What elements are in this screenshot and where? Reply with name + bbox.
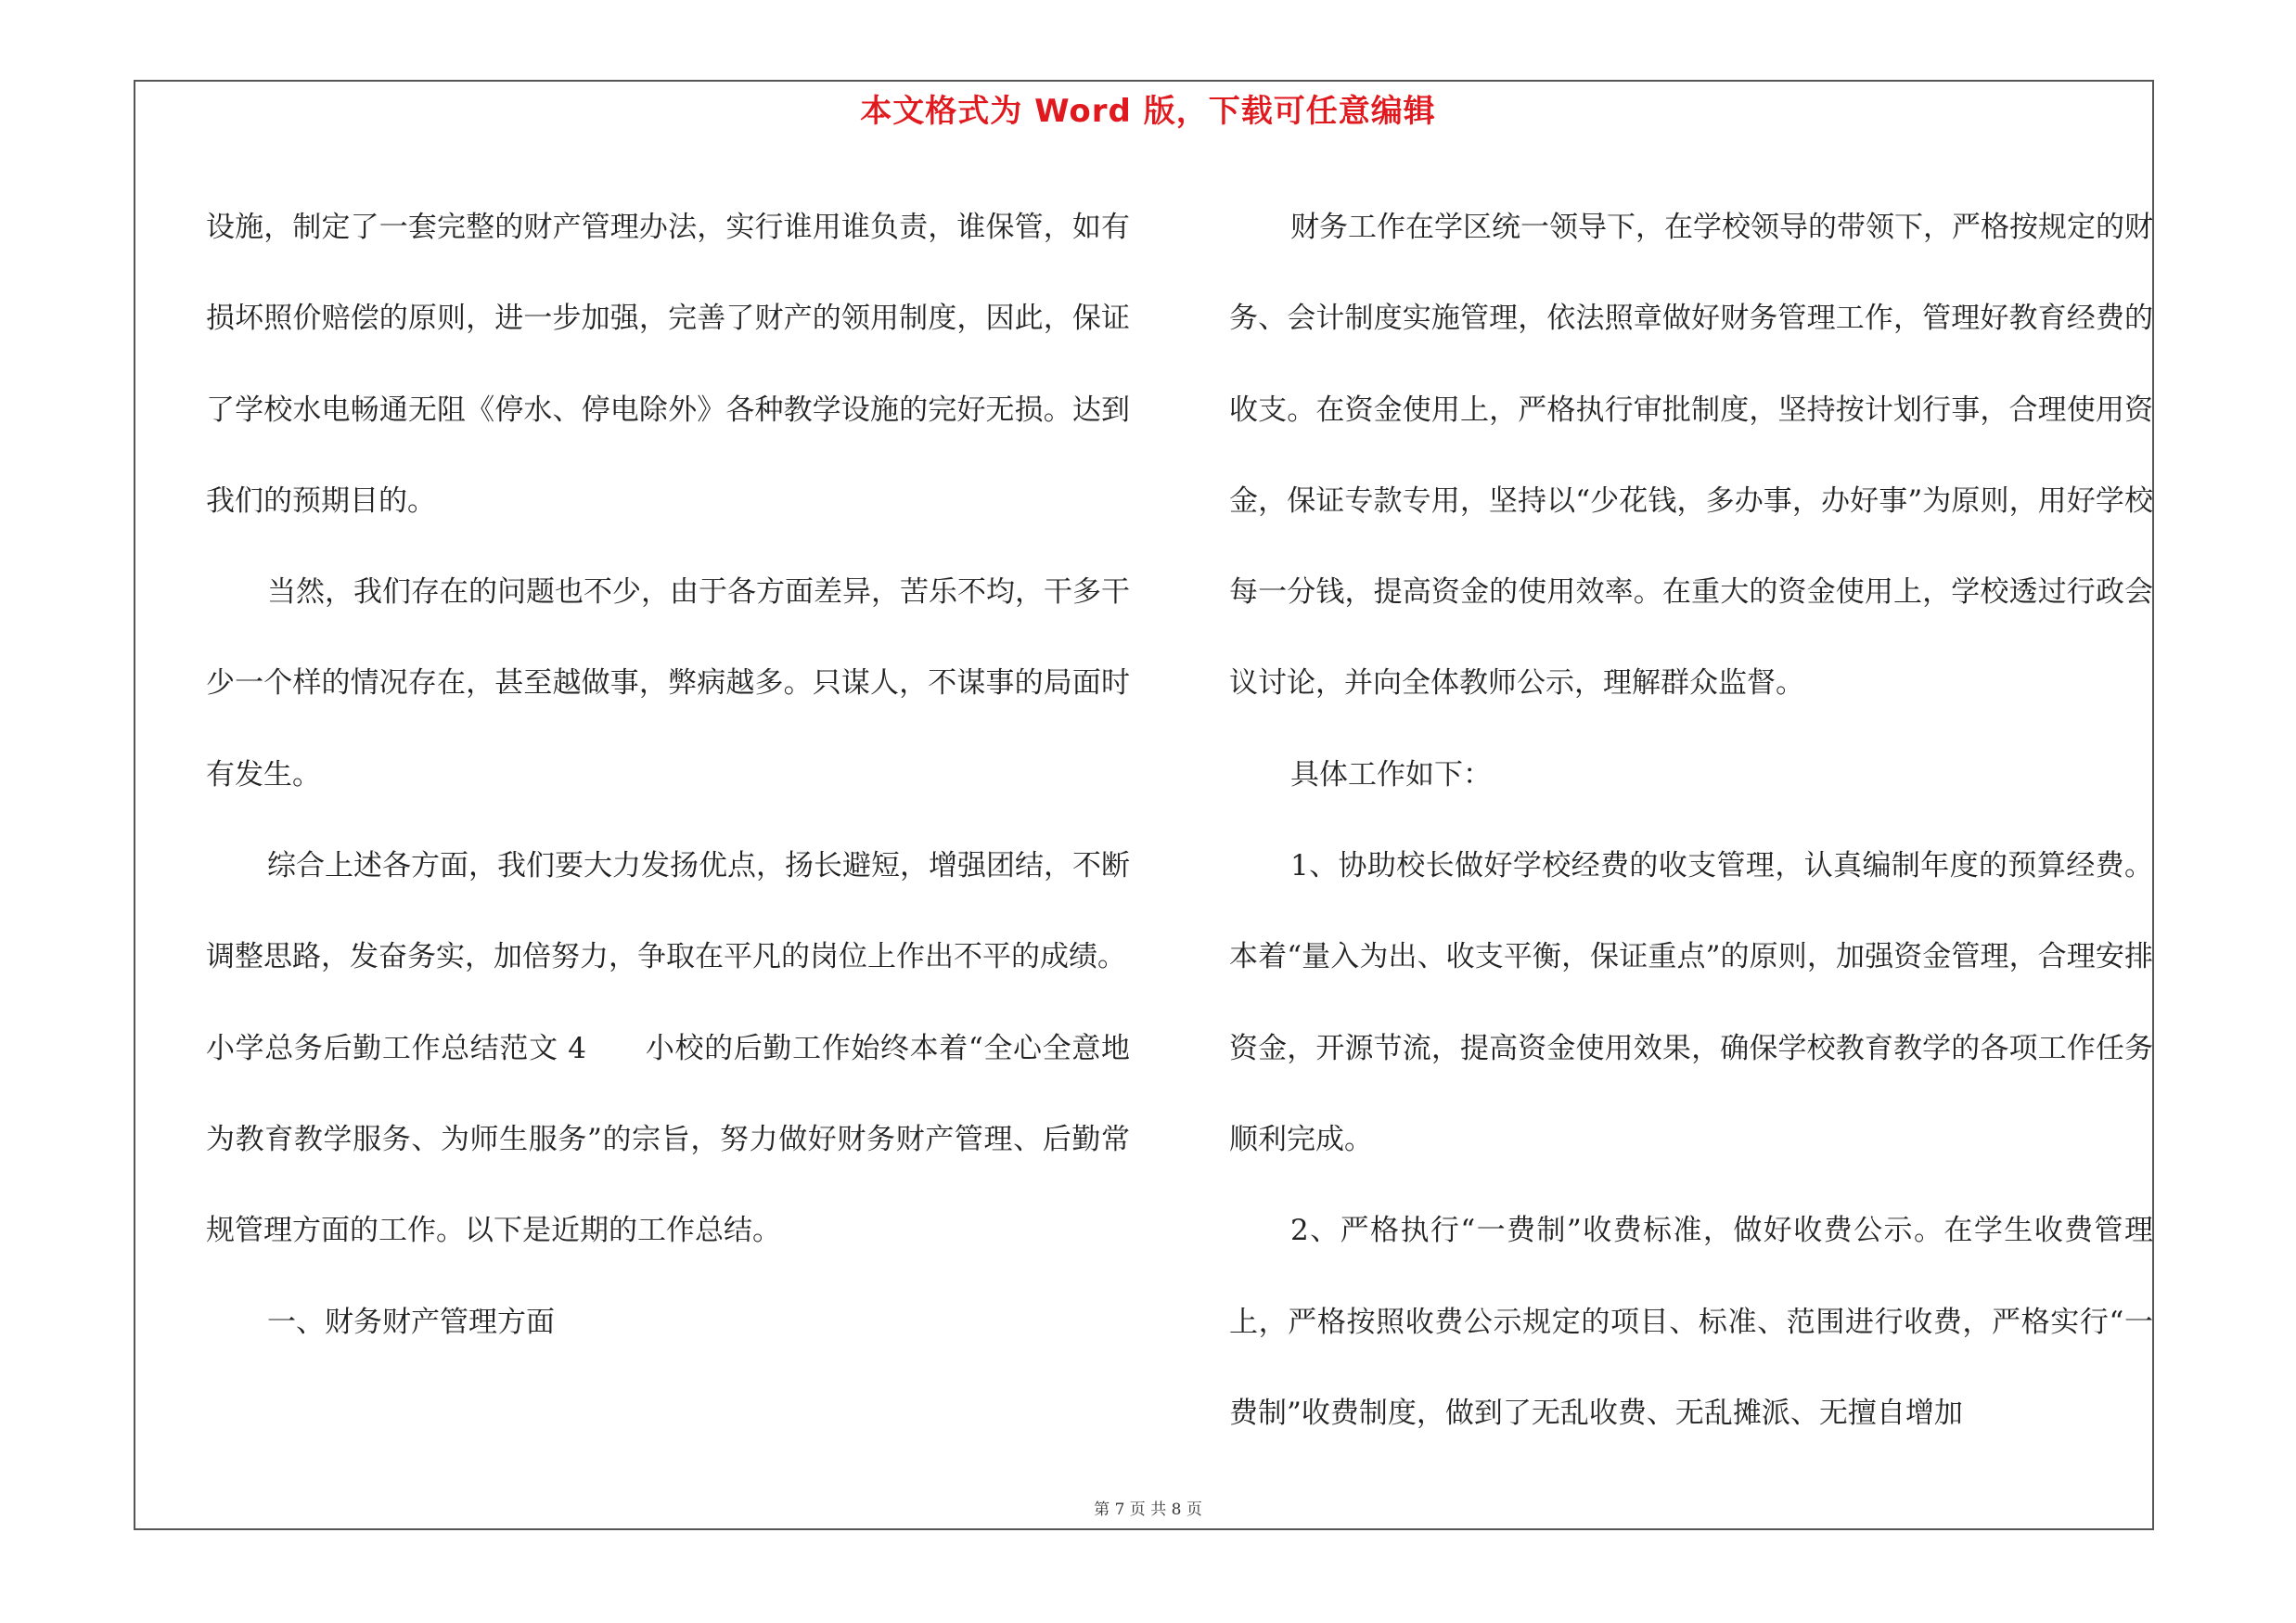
paragraph: 综合上述各方面，我们要大力发扬优点，扬长避短，增强团结，不断调整思路，发奋务实，加倍努力，争取在平凡的岗位上作出不平的成绩。	[206, 849, 1130, 974]
section-heading: 一、财务财产管理方面	[267, 1305, 555, 1339]
paragraph: 设施，制定了一套完整的财产管理办法，实行谁用谁负责，谁保管，如有损坏照价赔偿的原则，进一步加强，完善了财产的领用制度，因此，保证了学校水电畅通无阻《停水、停电除外》各种教学设施的完好无损。达到我们的预期目的。	[206, 211, 1130, 518]
format-banner: 本文格式为 Word 版，下载可任意编辑	[860, 93, 1436, 130]
paragraph: 当然，我们存在的问题也不少，由于各方面差异，苦乐不均，干多干少一个样的情况存在，甚至越做事，弊病越多。只谋人，不谋事的局面时有发生。	[206, 575, 1130, 792]
left-column	[206, 182, 1130, 1368]
right-column	[1229, 182, 2153, 1459]
paragraph: 具体工作如下：	[1290, 757, 1492, 792]
page-number: 第 7 页 共 8 页	[1094, 1501, 1202, 1519]
section-paragraph: 小学总务后勤工作总结范文 4 小校的后勤工作始终本着“全心全意地为教育教学服务、为师生服务”的宗旨，努力做好财务财产管理、后勤常规管理方面的工作。以下是近期的工作总结。	[206, 1031, 1130, 1248]
list-item: 2、严格执行“一费制”收费标准，做好收费公示。在学生收费管理上，严格按照收费公示规定的项目、标准、范围进行收费，严格实行“一费制”收费制度，做到了无乱收费、无乱摊派、无擅自增加	[1229, 1214, 2153, 1430]
paragraph: 财务工作在学区统一领导下，在学校领导的带领下，严格按规定的财务、会计制度实施管理，依法照章做好财务管理工作，管理好教育经费的收支。在资金使用上，严格执行审批制度，坚持按计划行事，合理使用资金，保证专款专用，坚持以“少花钱，多办事，办好事”为原则，用好学校每一分钱，提高资金的使用效率。在重大的资金使用上，学校透过行政会议讨论，并向全体教师公示，理解群众监督。	[1229, 211, 2153, 701]
list-item: 1、协助校长做好学校经费的收支管理，认真编制年度的预算经费。本着“量入为出、收支平衡，保证重点”的原则，加强资金管理，合理安排资金，开源节流，提高资金使用效果，确保学校教育教学的各项工作任务顺利完成。	[1229, 849, 2153, 1156]
